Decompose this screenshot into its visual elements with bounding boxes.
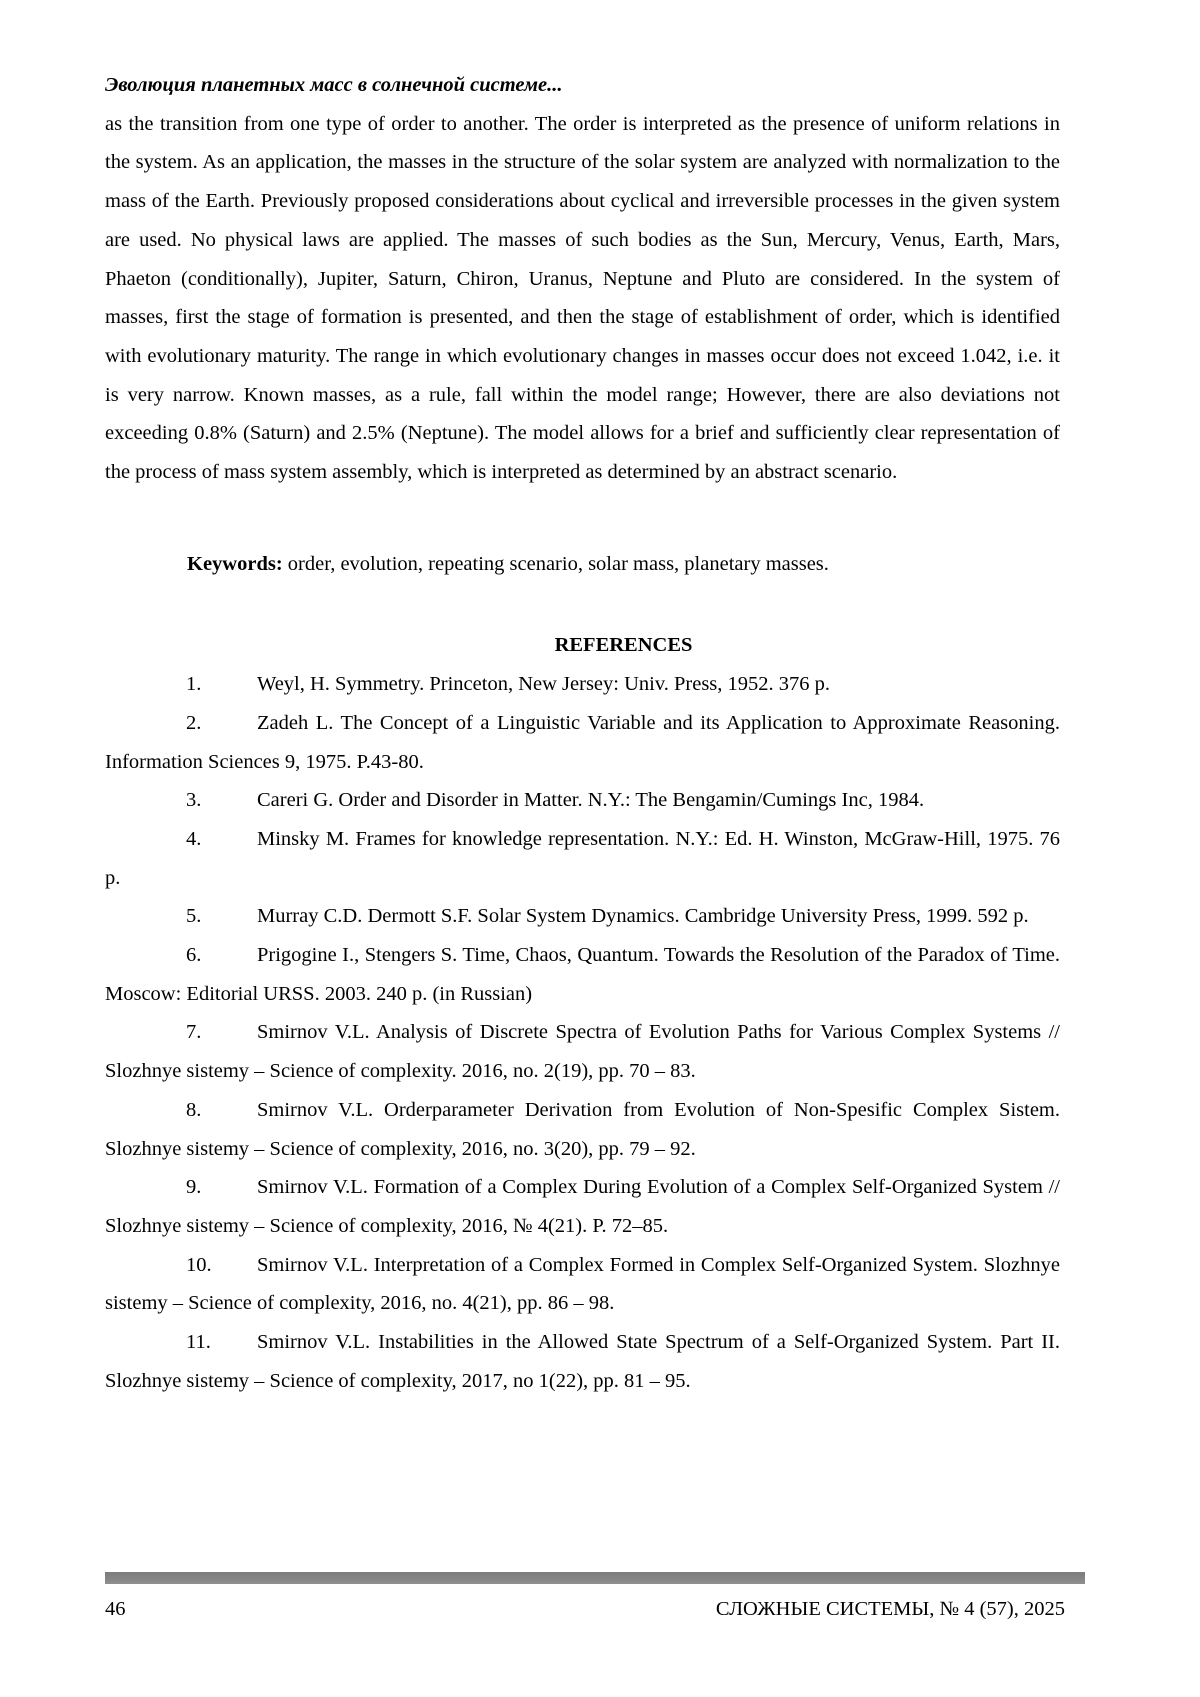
reference-number: 3. [186, 789, 202, 812]
keywords-text: order, evolution, repeating scenario, solar mass, planetary masses. [287, 552, 829, 575]
reference-item [105, 1091, 1060, 1168]
reference-number: 2. [186, 711, 202, 734]
reference-text: Smirnov V.L. Orderparameter Derivation from Evolution of Non-Spesific Complex Sistem. Slozhnye sistemy – Science of complexity, 2016, no. 3(20), pp. 79 – 92. [105, 1098, 1060, 1160]
reference-text: Weyl, H. Symmetry. Princeton, New Jersey: Univ. Press, 1952. 376 p. [257, 673, 831, 696]
reference-item [105, 704, 1060, 781]
reference-text: Prigogine I., Stengers S. Time, Chaos, Quantum. Towards the Resolution of the Paradox of Time. Moscow: Editorial URSS. 2003. 240 p. (in Russian) [105, 944, 1060, 1005]
reference-text: Careri G. Order and Disorder in Matter. N.Y.: The Bengamin/Cumings Inc, 1984. [257, 789, 925, 812]
page-footer [105, 1596, 1065, 1622]
reference-item [105, 781, 1060, 820]
reference-number: 9. [186, 1176, 202, 1199]
reference-item [105, 820, 1060, 897]
keywords-line [105, 545, 1060, 584]
reference-text: Murray C.D. Dermott S.F. Solar System Dynamics. Cambridge University Press, 1999. 592 p. [257, 905, 1029, 928]
reference-item [105, 897, 1060, 936]
reference-number: 7. [186, 1021, 202, 1044]
journal-title: СЛОЖНЫЕ СИСТЕМЫ, № 4 (57), 2025 [715, 1598, 1065, 1620]
reference-number: 5. [186, 905, 202, 928]
reference-text: Smirnov V.L. Interpretation of a Complex Formed in Complex Self-Organized System. Slozhnye sistemy – Science of complexity, 2016, no. 4(21), pp. 86 – 98. [105, 1253, 1060, 1315]
reference-text: Smirnov V.L. Instabilities in the Allowed State Spectrum of a Self-Organized System. Part II. Slozhnye sistemy – Science of complexity, 2017, no 1(22), pp. 81 – 95. [105, 1331, 1060, 1392]
reference-text: Smirnov V.L. Analysis of Discrete Spectra of Evolution Paths for Various Complex Systems // Slozhnye sistemy – Science of complexity. 2016, no. 2(19), pp. 70 – 83. [105, 1021, 1060, 1083]
reference-item [105, 1013, 1060, 1090]
reference-text: Zadeh L. The Concept of a Linguistic Variable and its Application to Approximate Reasoning. Information Sciences 9, 1975. P.43-80. [105, 711, 1060, 773]
footer-divider [105, 1572, 1085, 1584]
reference-text: Smirnov V.L. Formation of a Complex During Evolution of a Complex Self-Organized System // Slozhnye sistemy – Science of complexity, 2016, № 4(21). P. 72–85. [105, 1176, 1060, 1237]
keywords-label: Keywords: [187, 552, 283, 575]
reference-item [105, 936, 1060, 1013]
reference-item [105, 1246, 1060, 1323]
reference-number: 6. [186, 944, 202, 967]
page-content [105, 66, 1060, 1401]
reference-number: 8. [186, 1098, 202, 1121]
reference-number: 11. [186, 1331, 211, 1354]
references-heading: REFERENCES [554, 634, 693, 657]
reference-number: 10. [186, 1253, 212, 1276]
reference-text: Minsky M. Frames for knowledge representation. N.Y.: Ed. H. Winston, McGraw-Hill, 1975. 76 p. [105, 827, 1060, 889]
reference-item [105, 1323, 1060, 1400]
reference-number: 1. [186, 673, 202, 696]
page-number: 46 [105, 1598, 126, 1620]
reference-number: 4. [186, 827, 202, 850]
running-head: Эволюция планетных масс в солнечной системе... [105, 74, 563, 96]
abstract-text: as the transition from one type of order to another. The order is interpreted as the presence of uniform relations in the system. As an application, the masses in the structure of the solar system are analyzed with normalization to the mass of the Earth. Previously proposed considerations about cyclical and irreversible processes in the given system are used. No physical laws are applied. The masses of such bodies as the Sun, Mercury, Venus, Earth, Mars, Phaeton (conditionally), Jupiter, Saturn, Chiron, Uranus, Neptune and Pluto are considered. In the system of masses, first the stage of formation is presented, and then the stage of establishment of order, which is identified with evolutionary maturity. The range in which evolutionary changes in masses occur does not exceed 1.042, i.e. it is very narrow. Known masses, as a rule, fall within the model range; However, there are also deviations not exceeding 0.8% (Saturn) and 2.5% (Neptune). The model allows for a brief and sufficiently clear representation of the process of mass system assembly, which is interpreted as determined by an abstract scenario. [105, 112, 1060, 484]
reference-item [105, 665, 1060, 704]
reference-item [105, 1168, 1060, 1245]
